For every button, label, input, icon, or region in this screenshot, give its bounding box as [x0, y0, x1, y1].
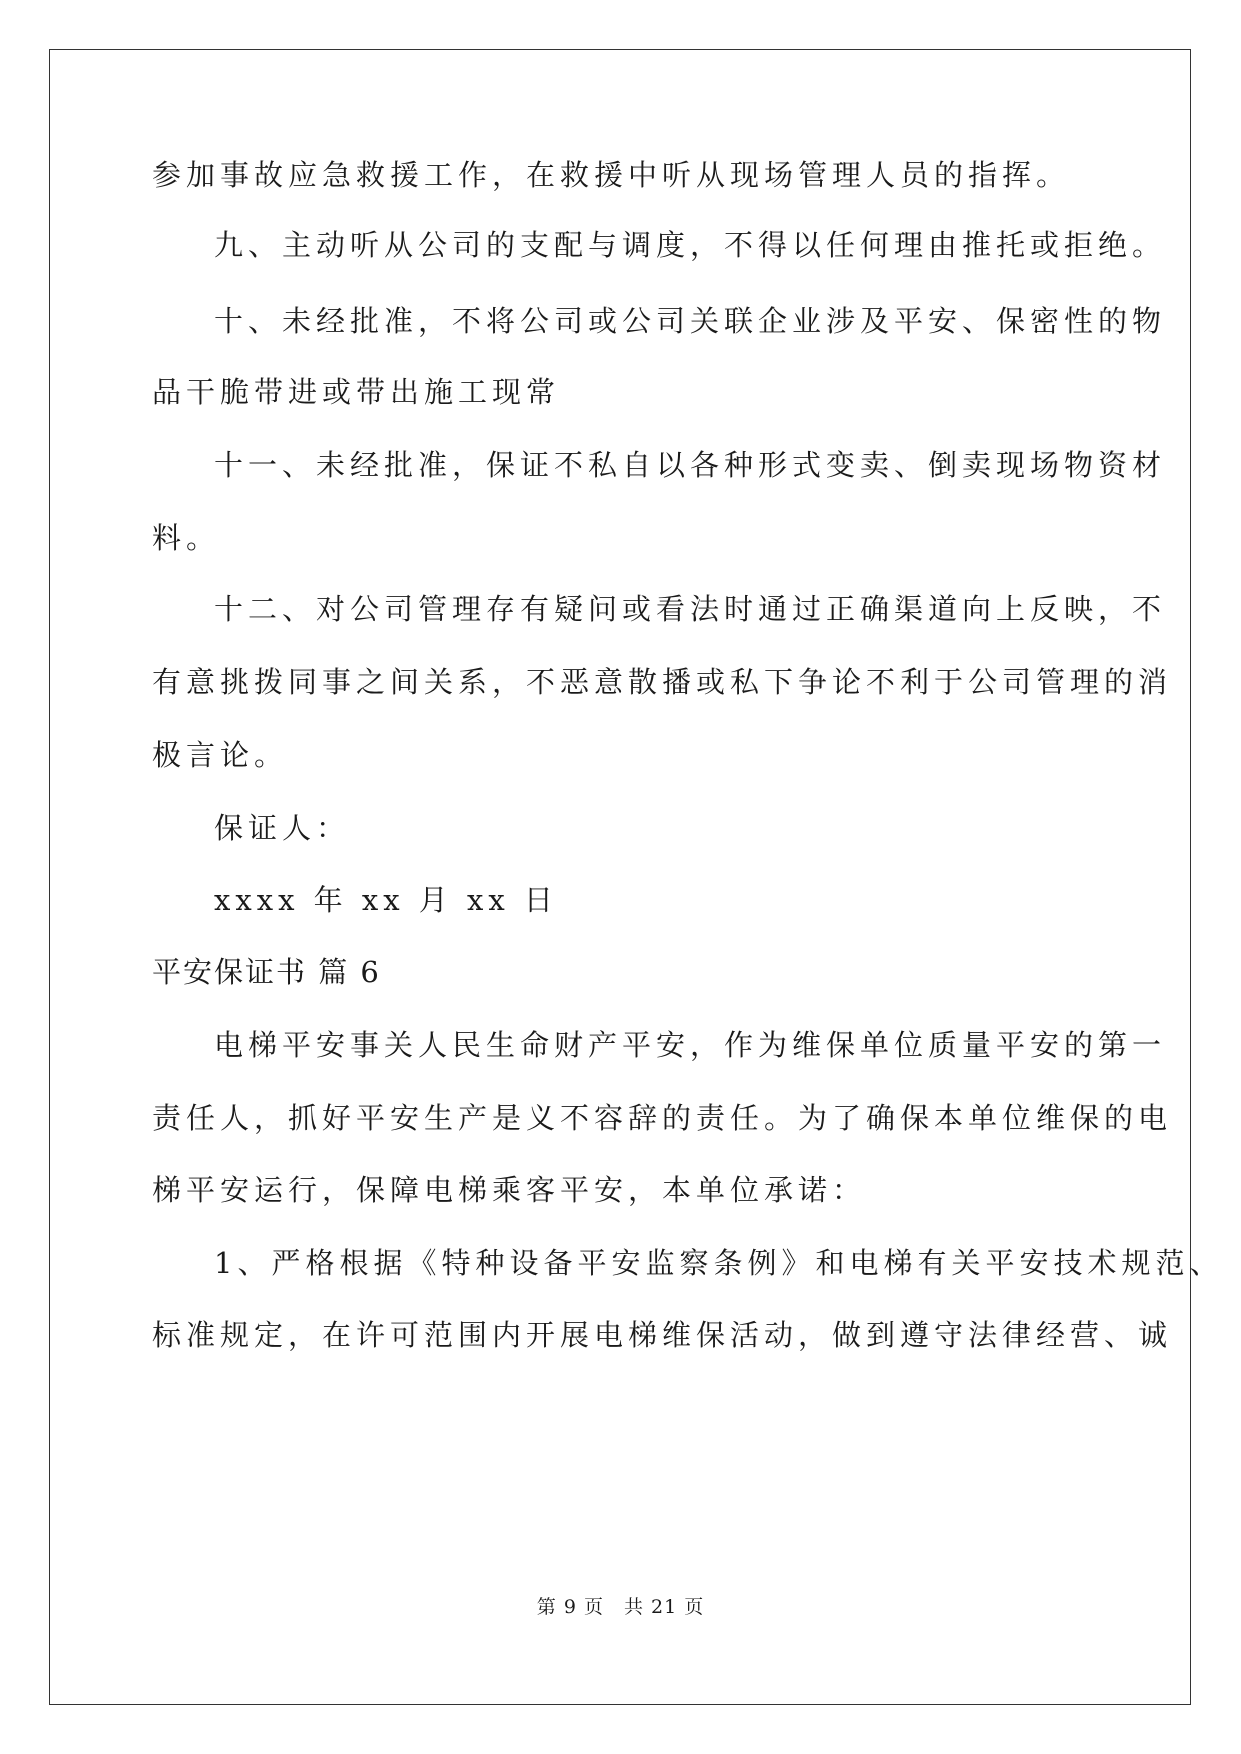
text-line: 料。: [152, 521, 221, 555]
page-footer: [0, 1592, 1241, 1619]
page-frame: [49, 49, 1191, 1705]
text-line: 电梯平安事关人民生命财产平安，作为维保单位质量平安的第一: [214, 1028, 1167, 1062]
text-line: 责任人，抓好平安生产是义不容辞的责任。为了确保本单位维保的电: [152, 1101, 1173, 1135]
text-line: 1、严格根据《特种设备平安监察条例》和电梯有关平安技术规范、: [214, 1246, 1224, 1280]
text-line: 参加事故应急救援工作，在救援中听从现场管理人员的指挥。: [152, 158, 1071, 192]
text-line: 九、主动听从公司的支配与调度，不得以任何理由推托或拒绝。: [214, 228, 1167, 262]
page-number: 第 9 页: [536, 1596, 604, 1618]
date-line: xxxx 年 xx 月 xx 日: [214, 883, 558, 917]
signature-label: 保证人：: [214, 811, 351, 845]
text-line: 有意挑拨同事之间关系，不恶意散播或私下争论不利于公司管理的消: [152, 665, 1173, 699]
section-heading: 平安保证书 篇 6: [152, 955, 381, 989]
text-line: 极言论。: [152, 738, 289, 772]
text-line: 标准规定，在许可范围内开展电梯维保活动，做到遵守法律经营、诚: [152, 1318, 1173, 1352]
text-line: 品干脆带进或带出施工现常: [152, 375, 561, 409]
text-line: 梯平安运行，保障电梯乘客平安，本单位承诺：: [152, 1173, 867, 1207]
text-line: 十一、未经批准，保证不私自以各种形式变卖、倒卖现场物资材: [214, 448, 1167, 482]
page-total: 共 21 页: [623, 1596, 705, 1618]
text-line: 十、未经批准，不将公司或公司关联企业涉及平安、保密性的物: [214, 304, 1167, 338]
text-line: 十二、对公司管理存有疑问或看法时通过正确渠道向上反映，不: [214, 592, 1167, 626]
